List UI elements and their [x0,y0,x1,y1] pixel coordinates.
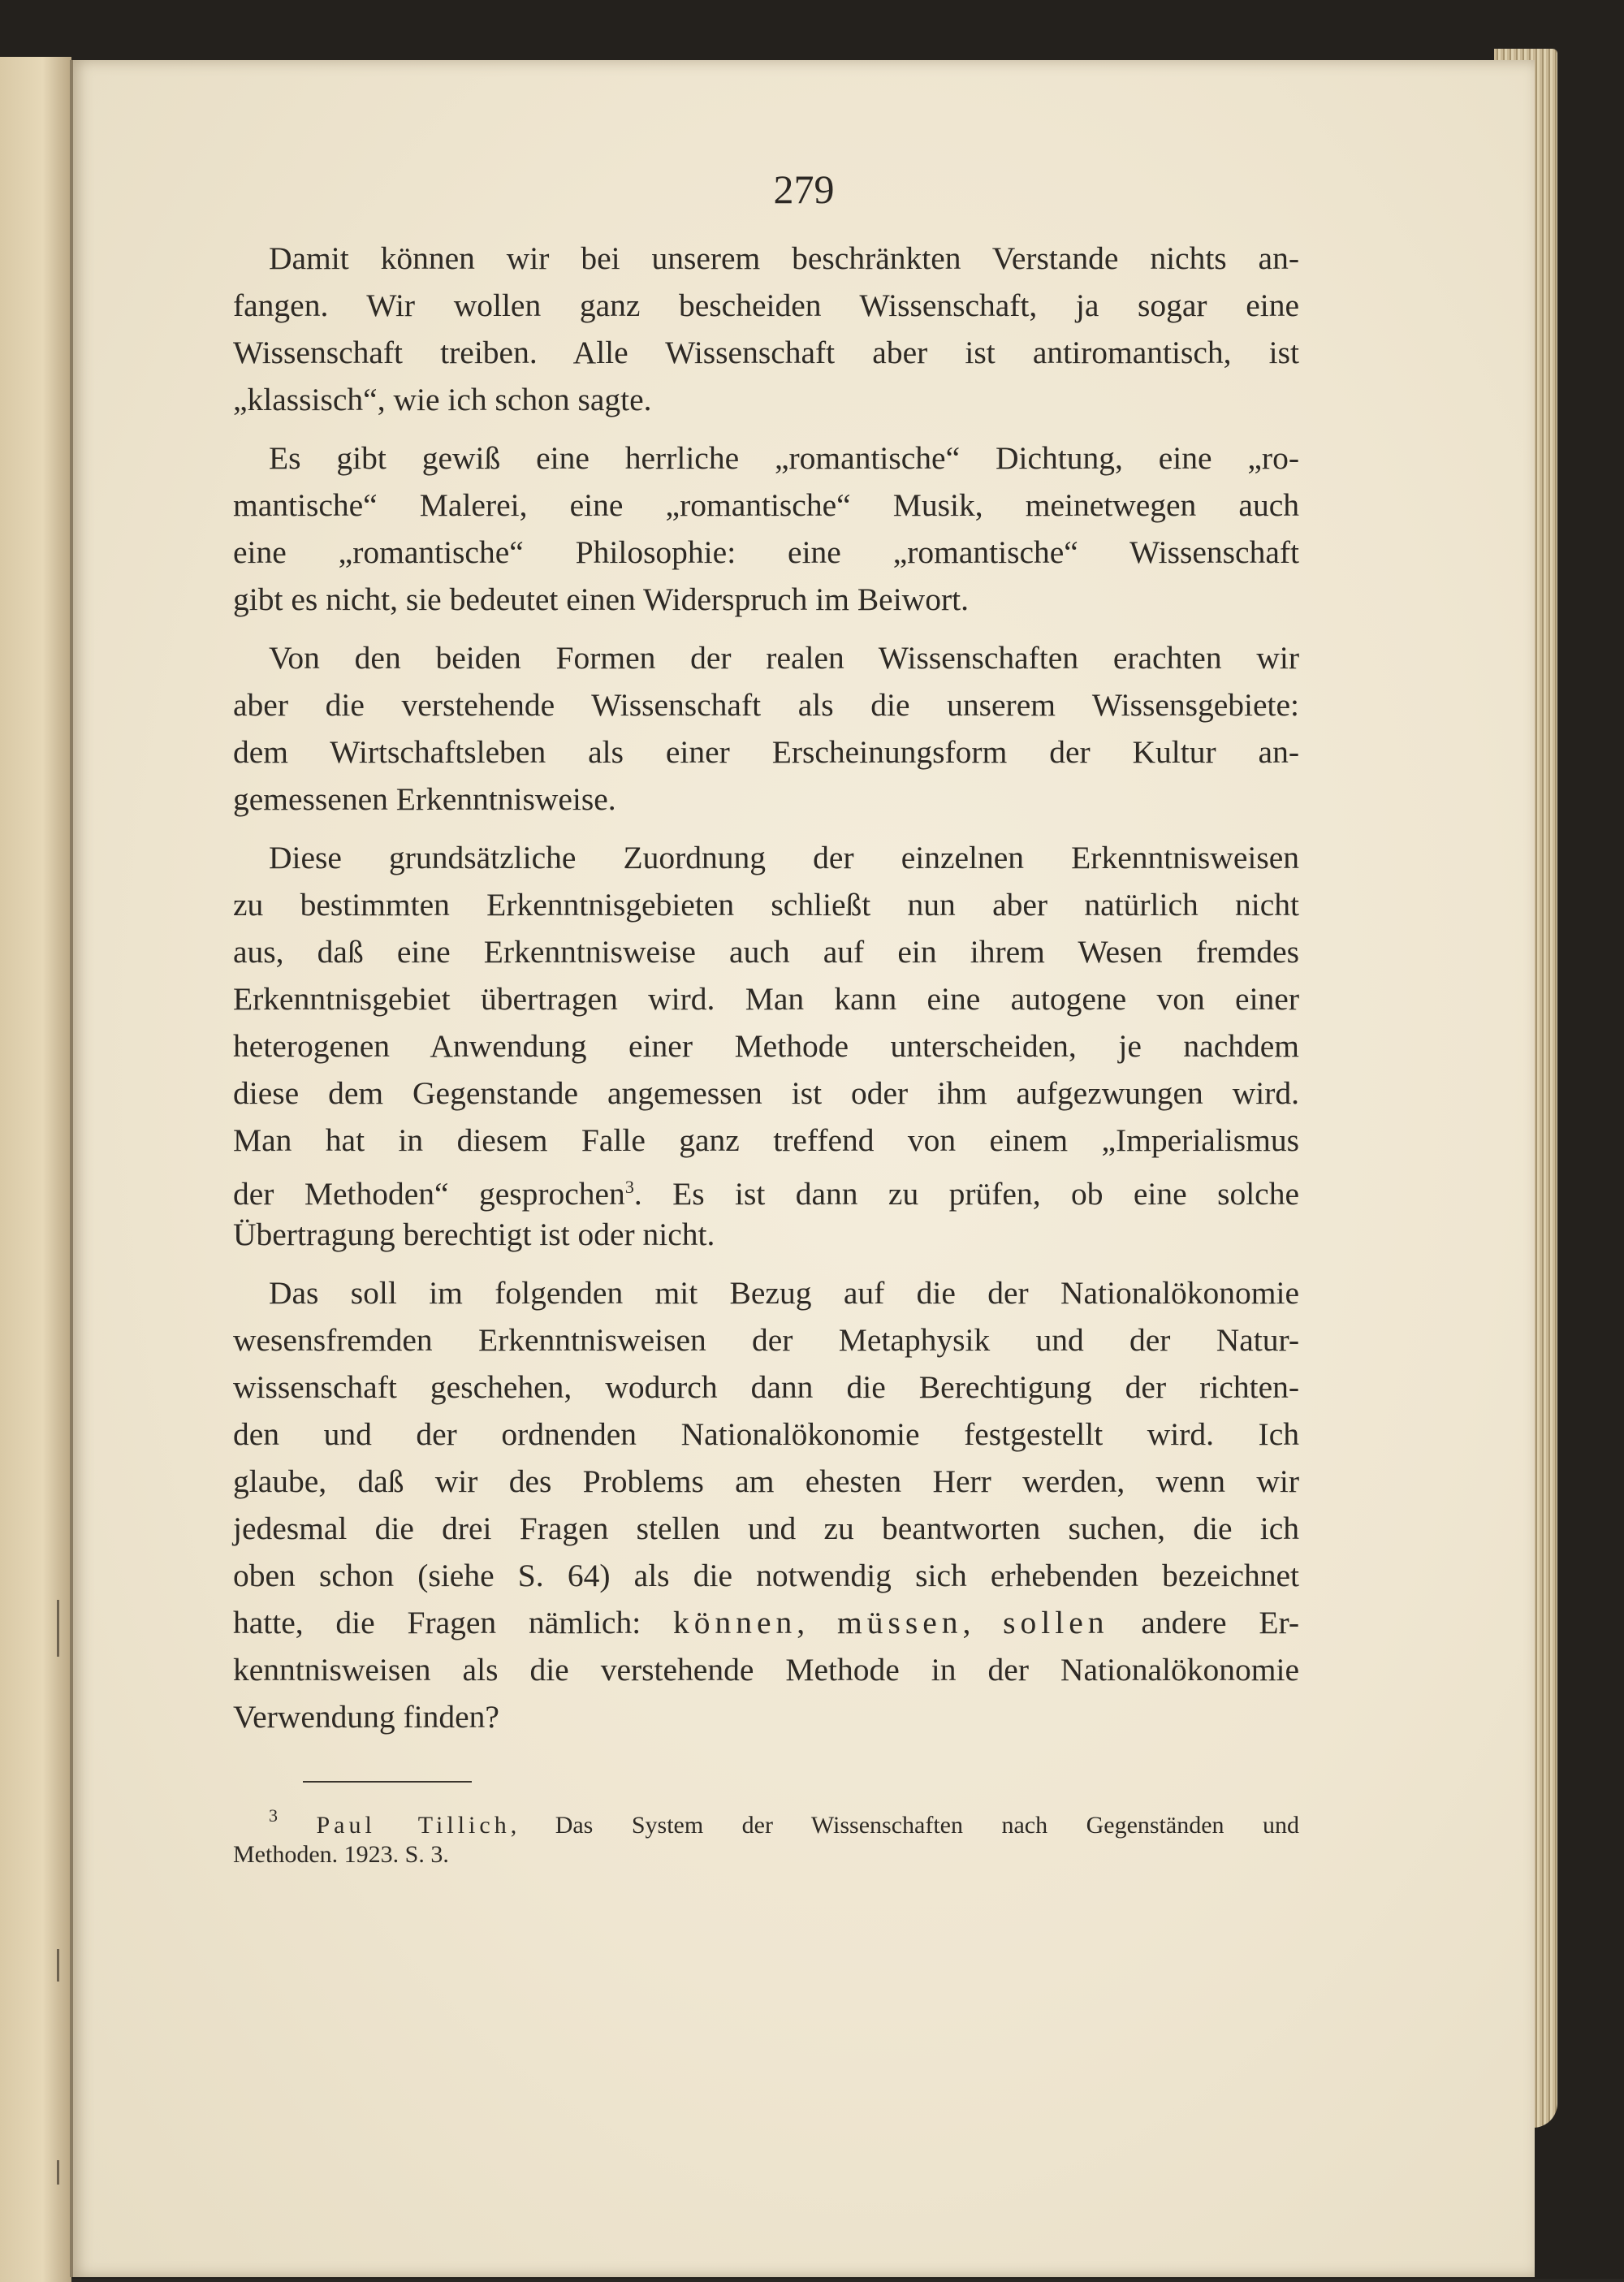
text-line: eine „romantische“ Philosophie: eine „romantische“ Wissenschaft [233,534,1299,570]
paragraph [233,634,1299,823]
text-line: Erkenntnisgebiet übertragen wird. Man kann eine autogene von einer [233,981,1299,1017]
margin-mark [57,1949,59,1982]
text-segment: hatte, die Fragen nämlich: [233,1605,673,1640]
previous-page-edge [0,57,71,2282]
text-line: Es gibt gewiß eine herrliche „romantische“ Dichtung, eine „ro- [269,440,1299,476]
text-line: Diese grundsätzliche Zuordnung der einzelnen Erkenntnisweisen [269,840,1299,875]
emphasized-word: sollen [1003,1605,1109,1640]
text-line: dem Wirtschaftsleben als einer Erscheinungsform der Kultur an- [233,734,1299,770]
footnote-rule [303,1781,472,1783]
body-text [233,235,1299,1740]
text-line: Wissenschaft treiben. Alle Wissenschaft aber ist antiromantisch, ist [233,335,1299,370]
text-segment: andere Er- [1108,1605,1300,1640]
text-line: Von den beiden Formen der realen Wissenschaften erachten wir [269,640,1299,676]
text-line: Damit können wir bei unserem beschränkten Verstande nichts an- [269,240,1299,276]
text-line: heterogenen Anwendung einer Methode unterscheiden, je nachdem [233,1028,1299,1064]
footnote-author: Paul Tillich [316,1812,511,1839]
margin-mark [57,2160,59,2185]
text-line: zu bestimmten Erkenntnisgebieten schließt nun aber natürlich nicht [233,887,1299,923]
text-line: gibt es nicht, sie bedeutet einen Widerspruch im Beiwort. [233,581,969,617]
text-line: aber die verstehende Wissenschaft als die unserem Wissensgebiete: [233,687,1299,723]
text-line: gemessenen Erkenntnisweise. [233,781,616,817]
footnote-line: Methoden. 1923. S. 3. [233,1841,449,1868]
text-line: jedesmal die drei Fragen stellen und zu beantworten suchen, die ich [233,1511,1299,1546]
text-line: diese dem Gegenstande angemessen ist oder ihm aufgezwungen wird. [233,1075,1299,1111]
book-page [70,60,1535,2277]
paragraph [233,235,1299,423]
footnote-reference: 3 [624,1177,634,1197]
text-line: Das soll im folgenden mit Bezug auf die der Nationalökonomie [269,1275,1299,1311]
text-segment: . Es ist dann zu prüfen, ob eine solche [633,1176,1299,1212]
text-line: aus, daß eine Erkenntnisweise auch auf ein ihrem Wesen fremdes [233,934,1299,970]
paragraph [233,834,1299,1258]
page-number: 279 [773,166,835,212]
text-line [233,1164,1299,1211]
text-line: fangen. Wir wollen ganz bescheiden Wissenschaft, ja sogar eine [233,287,1299,323]
text-line: Verwendung finden? [233,1699,499,1735]
text-line: glaube, daß wir des Problems am ehesten Herr werden, wenn wir [233,1463,1299,1499]
text-line: „klassisch“, wie ich schon sagte. [233,382,652,417]
emphasized-word: müssen [836,1605,963,1640]
text-line: oben schon (siehe S. 64) als die notwendig sich erhebenden bezeichnet [233,1558,1299,1593]
footnotes [233,1796,1299,1874]
emphasized-word: können [673,1605,797,1640]
margin-mark [57,1600,59,1657]
text-segment: der Methoden“ gesprochen [233,1176,625,1212]
text-line: den und der ordnenden Nationalökonomie festgestellt wird. Ich [233,1416,1299,1452]
text-line: mantische“ Malerei, eine „romantische“ Musik, meinetwegen auch [233,487,1299,523]
text-line: wesensfremden Erkenntnisweisen der Metaphysik und der Natur- [233,1322,1299,1358]
text-line: kenntnisweisen als die verstehende Methode in der Nationalökonomie [233,1652,1299,1688]
footnote-marker: 3 [269,1805,278,1826]
text-segment: , Das System der Wissenschaften nach Gegenständen und [510,1812,1300,1839]
text-line: Übertragung berechtigt ist oder nicht. [233,1217,715,1252]
text-line: wissenschaft geschehen, wodurch dann die Berechtigung der richten- [233,1369,1299,1405]
text-line: Man hat in diesem Falle ganz treffend von einem „Imperialismus [233,1122,1299,1158]
paragraph [233,1269,1299,1740]
text-line: hatte, die Fragen nämlich: können, müssen, sollen andere Er- [233,1605,1300,1640]
paragraph [233,434,1299,623]
footnote-line [233,1796,1300,1839]
